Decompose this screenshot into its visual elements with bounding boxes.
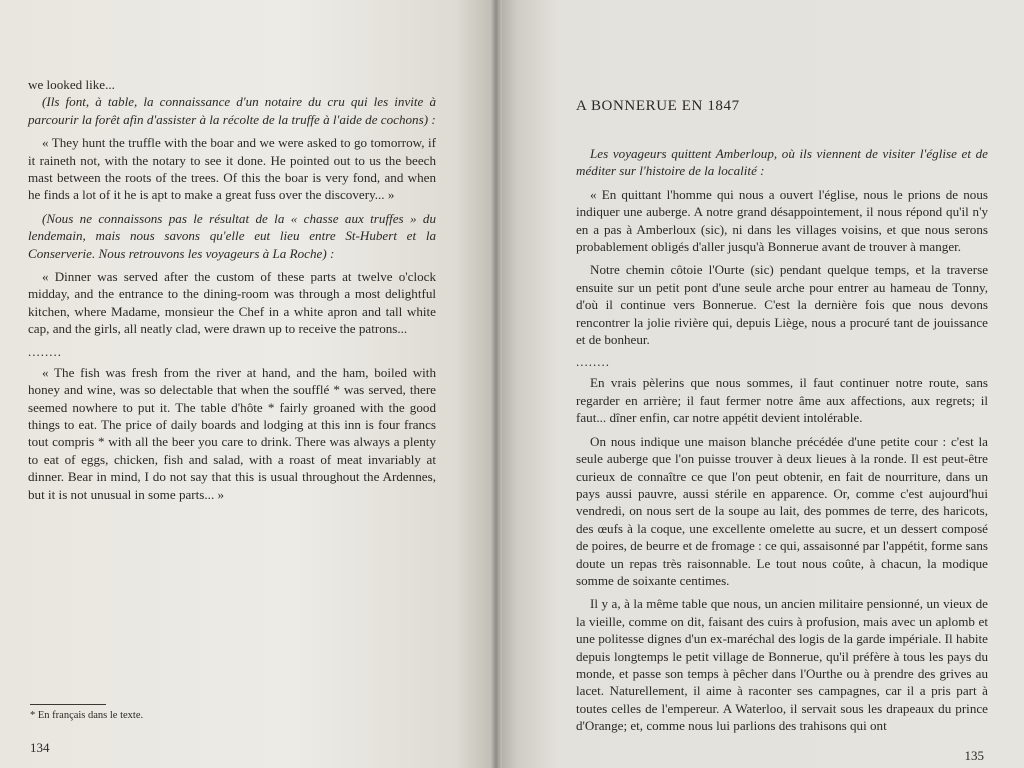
page-number-left: 134 — [30, 740, 50, 755]
right-paragraph-maison-blanche: On nous indique une maison blanche précédée d'une petite cour : c'est la seule auberge que l'on puisse trouver à deux lieues à la ronde. Il est peut-être curieux de connaître ce que l'on peut obtenir, en fait de nourriture, dans un pays aussi pauvre, aussi stérile en apparence. Or, comme c'est aujourd'hui vendredi, on nous sert de la soupe au lait, des pommes de terre, des haricots, des œufs à la coque, une excellente omelette au sucre, et un dessert composé de poires, de beurre et de fromage : ce qui, assaisonné par l'appétit, forme sans doute un repas très raisonnable. Le tout nous coûte, à chacun, la modique somme de soixante centimes. — [576, 433, 988, 588]
left-paragraph-fish-quote: « The fish was fresh from the river at hand, and the ham, boiled with honey and wine, was so delectable that when the soufflé * was served, there seemed nowhere to put it. The table d'hôte * fairly groaned with the good things to eat. The price of daily boards and lodging at this inn is four francs tout compris * with all the beer you care to drink. There was always a plenty to eat of eggs, chicken, fish and salad, with a roast of meat invariably at dinner. Bear in mind, I do not say that this is usual throughout the Ardennes, but it is not unusual in some parts... » — [28, 364, 436, 502]
left-page — [0, 0, 496, 768]
ellipsis-separator: ........ — [28, 343, 62, 359]
right-paragraph-auberge: « En quittant l'homme qui nous a ouvert l'église, nous le prions de nous indiquer une auberge. A notre grand désappointement, il nous répond qu'il n'y en a pas à Amberloux (sic), ni dans les villages voisins, et que nous serons probablement obligés d'aller jusqu'à Bonnerue avant de trouver à manger. — [576, 186, 988, 255]
right-paragraph-pelerins: En vrais pèlerins que nous sommes, il faut continuer notre route, sans regarder en arrière; il faut fermer notre âme aux affections, aux regrets; il faut... dîner enfin, car notre appétit devient intolérable. — [576, 375, 988, 426]
right-paragraph-intro: Les voyageurs quittent Amberloup, où ils viennent de visiter l'église et de méditer sur l'histoire de la localité : — [576, 146, 988, 179]
left-paragraph-editorial-note: (Ils font, à table, la connaissance d'un notaire du cru qui les invite à parcourir la forêt afin d'assister à la récolte de la truffe à l'aide de cochons) : — [28, 94, 436, 127]
book-gutter — [490, 0, 502, 768]
footnote: * En français dans le texte. — [30, 710, 144, 721]
right-paragraph-militaire: Il y a, à la même table que nous, un ancien militaire pensionné, un vieux de la vieille, comme on dit, faisant des cuirs à profusion, mais avec un aplomb et une politesse dignes d'un ex-maréchal des logis de la garde impériale. Il habite depuis longtemps le petit village de Bonnerue, qu'il préfère à tous les pays du monde, et passe son temps à pêcher dans l'Ourthe ou à prendre des grives au lacet. Naturellement, il aime à raconter ses campagnes, car il a pris part à toutes celles de l'empereur. A Waterloo, il servait sous les drapeaux du prince d'Orange; et, comme nous lui parlions des trahisons qui ont — [576, 596, 988, 734]
left-paragraph-continuation: we looked like... — [28, 77, 115, 92]
chapter-title: A BONNERUE EN 1847 — [576, 98, 740, 114]
page-number-right: 135 — [964, 748, 984, 763]
right-paragraph-ourte: Notre chemin côtoie l'Ourte (sic) pendant quelque temps, et la traverse ensuite sur un petit pont d'une seule arche pour entrer au hameau de Tonny, d'où il continue vers Bonnerue. C'est la dernière fois que nous devons rencontrer la jolie rivière qui, depuis Liège, nous a procuré tant de jouissance et de bonheur. — [576, 262, 988, 348]
right-page — [496, 0, 1024, 768]
left-paragraph-editorial-note-2: (Nous ne connaissons pas le résultat de la « chasse aux truffes » du lendemain, mais nous savons qu'elle eut lieu entre St-Hubert et la Conserverie. Nous retrouvons les voyageurs à La Roche) : — [28, 210, 436, 261]
left-paragraph-truffle-quote: « They hunt the truffle with the boar and we were asked to go tomorrow, if it raineth not, with the notary to see it done. He pointed out to us the beech mast between the roots of the trees. Of this the boar is very fond, and when he finds a lot of it he is apt to make a great fuss over the discovery... » — [28, 135, 436, 203]
footnote-rule — [30, 704, 106, 705]
ellipsis-separator: ........ — [576, 354, 610, 370]
left-paragraph-dinner-quote: « Dinner was served after the custom of these parts at twelve o'clock midday, and the entrance to the dining-room was through a most delightful kitchen, where Madame, monsieur the Chef in a white apron and tall white cap, and the girls, all neatly clad, were drawn up to receive the patrons... — [28, 269, 436, 337]
